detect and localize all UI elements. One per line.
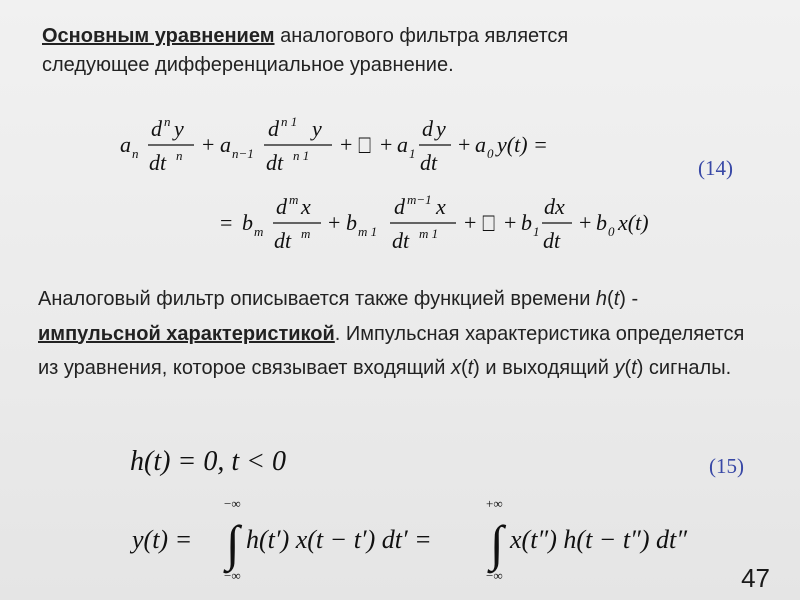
coef-a-0: a [475,132,486,157]
frac2-num-sup: n 1 [281,114,298,129]
coef-b-m1-sub: m 1 [358,224,378,239]
coef-a-n-sub: n [132,146,139,161]
ellipsis-box-2: ⎕ [482,211,496,236]
coef-a-n: a [120,132,131,157]
frac2-num-y: y [312,116,322,141]
slide-title [42,22,742,80]
frac3-num-d: d [422,116,433,141]
coef-b-m1: b [346,210,357,235]
title-strong-term: Основным уравнением [42,25,275,47]
y-of-t-eq: y(t) = [497,132,548,157]
plus-8: + [579,210,592,235]
plus-4: + [458,132,471,157]
body-part4: и выходящий [479,357,615,379]
frac1-den-sup: n [176,148,183,163]
frac5-num-sup: m−1 [407,192,432,207]
equals-sign: = [220,210,233,235]
frac3-den: dt [420,150,438,175]
integral2-lower: −∞ [486,568,503,583]
body-paragraph: Аналоговый фильтр описывается также функцией времени h(t) - импульсной характеристикой. Импульсная характеристика определяется из уравнения, которое связывает входящий x(t) и выходящий y(t) сигналы. [38,288,745,379]
ellipsis-box-1: ⎕ [358,133,372,158]
integrand-1: h(t′) x(t − t′) dt′ = [246,525,432,554]
equation-14-line1 [118,112,588,182]
frac1-den: dt [149,150,167,175]
integral2-sign: ∫ [490,515,504,571]
plus-2: + [340,132,353,157]
frac4-den: dt [274,228,292,253]
body-h: h [595,288,608,310]
frac6-num: dx [544,194,565,219]
title-line2: следующее дифференциальное уравнение. [42,54,454,76]
title-line1-rest: аналогового фильтра является [274,25,569,47]
coef-a-n1: a [220,132,231,157]
coef-b-0-sub: 0 [608,224,615,239]
plus-5: + [328,210,341,235]
integral2-upper: +∞ [486,496,503,511]
body-t1: t [613,288,620,310]
frac2-num-d: d [268,116,279,141]
body-t3: t [631,357,637,379]
frac3-num-y: y [436,116,446,141]
x-of-t: x(t) [618,210,649,235]
frac4-num-d: d [276,194,287,219]
frac5-den-sup: m 1 [419,226,439,241]
coef-a-0-sub: 0 [487,146,494,161]
plus-3: + [380,132,393,157]
body-t2: t [467,357,474,379]
coef-b-1-sub: 1 [533,224,540,239]
integral1-upper: −∞ [224,496,241,511]
frac4-den-sup: m [301,226,311,241]
equation-number-15: (15) [709,454,744,478]
body-part2: - [625,288,639,310]
frac6-den: dt [543,228,561,253]
body-part1: Аналоговый фильтр описывается также функцией времени [38,288,596,310]
coef-b-1: b [521,210,532,235]
plus-1: + [202,132,215,157]
equation-number-14: (14) [698,156,733,180]
plus-6: + [464,210,477,235]
body-part3: . Импульсная характеристика определяется из уравнения, которое связывает входящий [38,322,745,379]
frac2-den: dt [266,150,284,175]
page-number: 47 [741,563,770,593]
frac1-num-d: d [151,116,162,141]
coef-b-m: b [242,210,253,235]
equation-14-line2 [218,190,678,260]
frac5-den: dt [392,228,410,253]
integrand-2: x(t″) h(t − t″) dt″ [510,525,688,554]
frac5-num-x: x [436,194,446,219]
coef-a-1: a [397,132,408,157]
body-x: x [450,357,461,379]
coef-b-m-sub: m [254,224,264,239]
plus-7: + [504,210,517,235]
equation-15-line1 [128,440,388,480]
frac5-num-d: d [394,194,405,219]
frac4-num-x: x [301,194,311,219]
impulse-response-term: импульсной характеристикой [38,322,335,345]
integral1-sign: ∫ [226,515,240,571]
equation-15-line2 [128,492,768,592]
integral1-lower: −∞ [224,568,241,583]
coef-a-1-sub: 1 [409,146,416,161]
y-of-t-label: y(t) = [132,525,193,554]
coef-a-n1-sub: n−1 [232,146,254,161]
frac1-num-sup: n [164,114,171,129]
frac4-num-sup: m [289,192,299,207]
frac2-den-sup: n 1 [293,148,310,163]
coef-b-0: b [596,210,607,235]
h-condition: h(t) = 0, t < 0 [130,446,286,477]
frac1-num-y: y [174,116,184,141]
body-y: y [614,357,625,379]
body-part5: сигналы. [643,357,732,379]
